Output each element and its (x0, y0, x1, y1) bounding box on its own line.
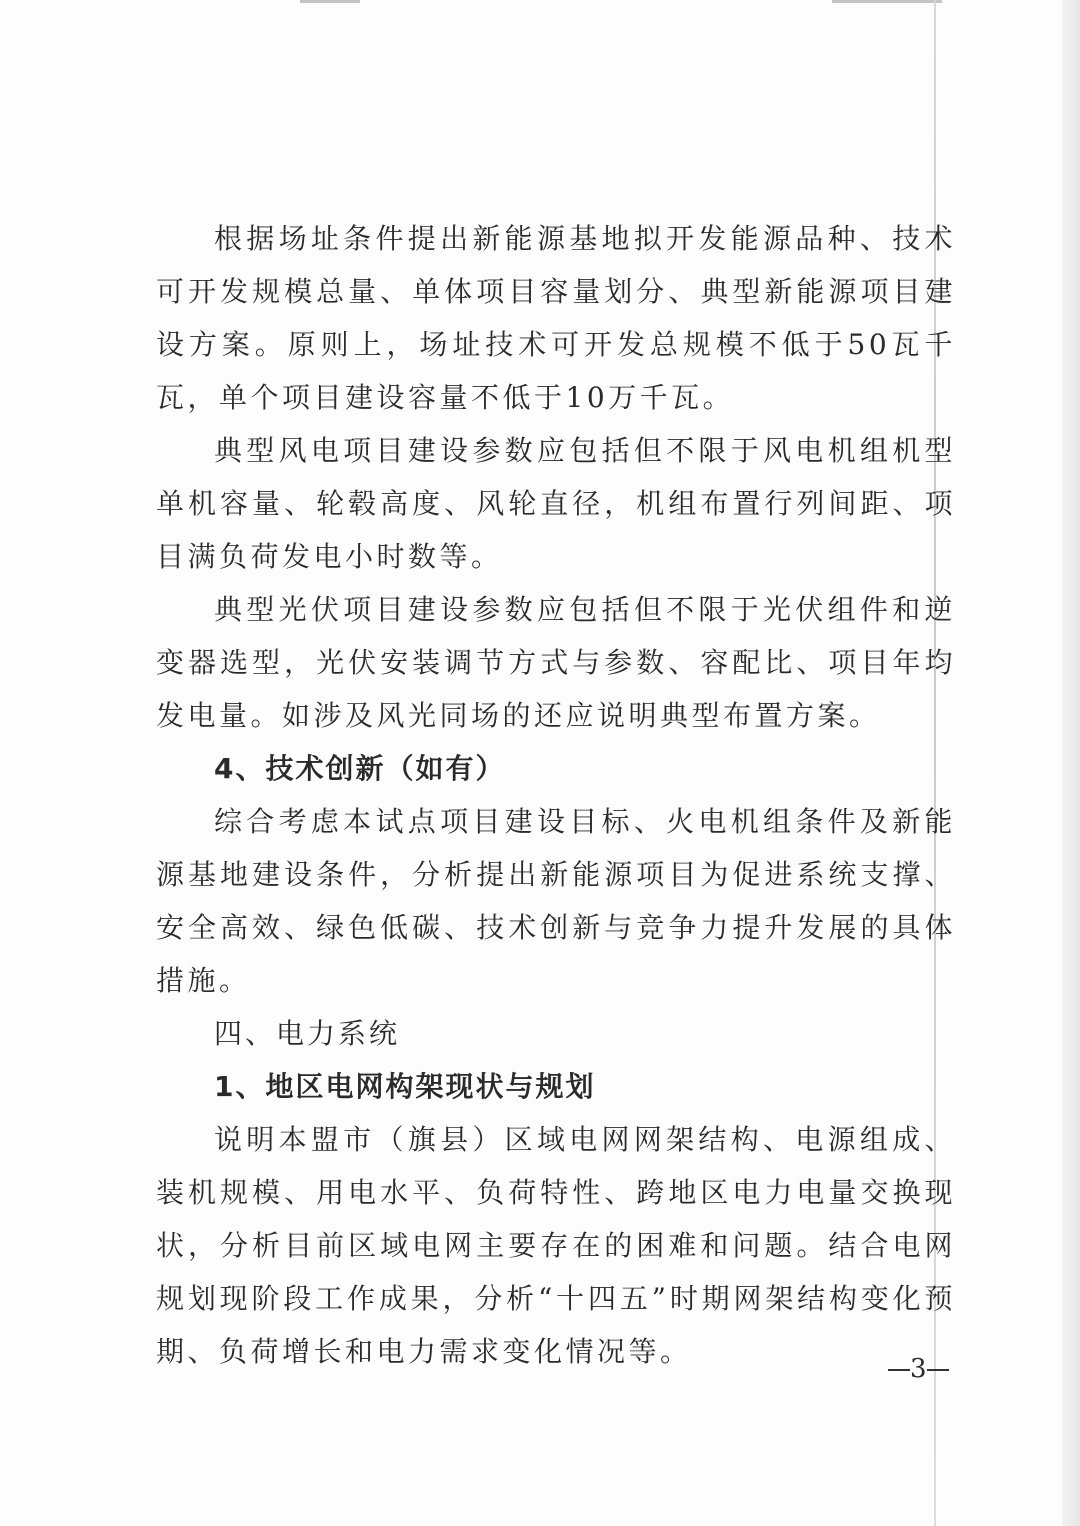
paragraph-grid-status: 说明本盟市（旗县）区域电网网架结构、电源组成、装机规模、用电水平、负荷特性、跨地区电力电量交换现状，分析目前区域电网主要存在的困难和问题。结合电网规划现阶段工作成果，分析“十四五”时期网架结构变化预期、负荷增长和电力需求变化情况等。 (156, 1123, 956, 1368)
paragraph-wind-parameters: 典型风电项目建设参数应包括但不限于风电机组机型单机容量、轮毂高度、风轮直径，机组布置行列间距、项目满负荷发电小时数等。 (156, 434, 956, 573)
page-number-dash-left (888, 1369, 910, 1371)
scan-artifact (300, 0, 360, 3)
paragraph-pv-parameters: 典型光伏项目建设参数应包括但不限于光伏组件和逆变器选型，光伏安装调节方式与参数、容配比、项目年均发电量。如涉及风光同场的还应说明典型布置方案。 (156, 593, 956, 732)
paragraph-tech-innovation: 综合考虑本试点项目建设目标、火电机组条件及新能源基地建设条件，分析提出新能源项目为促进系统支撑、安全高效、绿色低碳、技术创新与竞争力提升发展的具体措施。 (156, 805, 956, 997)
heading-power-system: 四、电力系统 (214, 1017, 401, 1050)
paragraph-site-conditions: 根据场址条件提出新能源基地拟开发能源品种、技术可开发规模总量、单体项目容量划分、典型新能源项目建设方案。原则上，场址技术可开发总规模不低于50瓦千瓦，单个项目建设容量不低于10万千瓦。 (156, 222, 956, 414)
page-number-value: 3 (910, 1354, 927, 1384)
scan-edge-shade (1062, 0, 1080, 1526)
document-body (156, 212, 956, 1378)
heading-tech-innovation: 4、技术创新（如有） (214, 752, 506, 785)
heading-grid-status: 1、地区电网构架现状与规划 (214, 1070, 596, 1103)
page-number-dash-right (927, 1369, 949, 1371)
scan-artifact (832, 0, 942, 3)
page-number (888, 1354, 949, 1384)
